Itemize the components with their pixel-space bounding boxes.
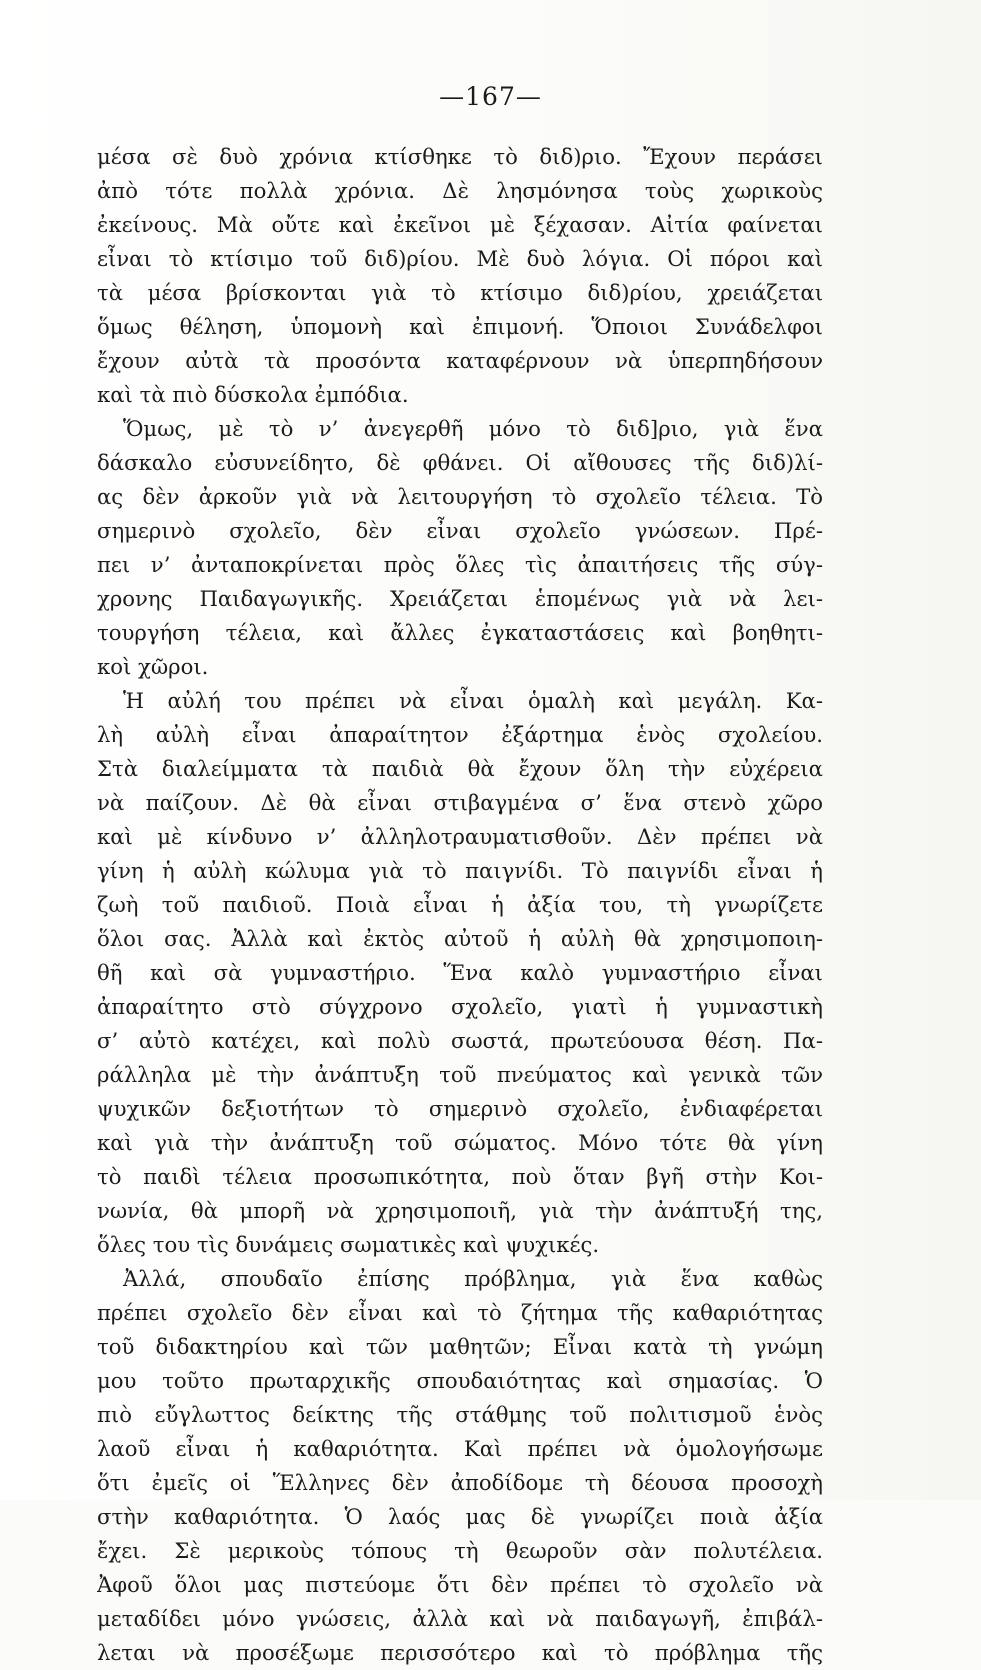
text-line: πει ν’ ἀνταποκρίνεται πρὸς ὅλες τὶς ἀπαιτήσεις τῆς σύγ- [97,552,823,577]
text-line: ζωὴ τοῦ παιδιοῦ. Ποιὰ εἶναι ἡ ἀξία του, τὴ γνωρίζετε [97,892,823,917]
text-line: Ἡ αὐλή του πρέπει νὰ εἶναι ὁμαλὴ καὶ μεγάλη. Κα- [123,688,823,713]
text-line: λεται νὰ προσέξωμε περισσότερο καὶ τὸ πρόβλημα τῆς [97,1640,823,1665]
text-line: ὅλες του τὶς δυνάμεις σωματικὲς καὶ ψυχικές. [97,1232,600,1257]
text-line: Ἀφοῦ ὅλοι μας πιστεύομε ὅτι δὲν πρέπει τὸ σχολεῖο νὰ [97,1572,823,1597]
text-line: καὶ μὲ κίνδυνο ν’ ἀλληλοτραυματισθοῦν. Δὲν πρέπει νὰ [97,824,823,849]
page-number: —167— [439,82,542,111]
text-line: νωνία, θὰ μπορῆ νὰ χρησιμοποιῆ, γιὰ τὴν ἀνάπτυξή της, [97,1198,823,1223]
text-line: τὸ παιδὶ τέλεια προσωπικότητα, ποὺ ὅταν βγῆ στὴν Κοι- [97,1164,823,1189]
text-line: ψυχικῶν δεξιοτήτων τὸ σημερινὸ σχολεῖο, ἐνδιαφέρεται [97,1096,823,1121]
text-line: μεταδίδει μόνο γνώσεις, ἀλλὰ καὶ νὰ παιδαγωγῆ, ἐπιβάλ- [97,1606,823,1631]
text-line: Ὅμως, μὲ τὸ ν’ ἀνεγερθῆ μόνο τὸ διδ]ριο, γιὰ ἕνα [123,416,823,441]
text-line: ἀπὸ τότε πολλὰ χρόνια. Δὲ λησμόνησα τοὺς χωρικοὺς [97,178,823,203]
text-line: σ’ αὐτὸ κατέχει, καὶ πολὺ σωστά, πρωτεύουσα θέση. Πα- [97,1028,823,1053]
text-line: χρονης Παιδαγωγικῆς. Χρειάζεται ἑπομένως γιὰ νὰ λει- [97,586,823,611]
text-line: μου τοῦτο πρωταρχικῆς σπουδαιότητας καὶ σημασίας. Ὁ [97,1368,823,1393]
text-line: θῆ καὶ σὰ γυμναστήριο. Ἕνα καλὸ γυμναστήριο εἶναι [97,960,823,985]
text-line: δάσκαλο εὐσυνείδητο, δὲ φθάνει. Οἱ αἴθουσες τῆς διδ)λί- [97,450,823,475]
text-line: ὅλοι σας. Ἀλλὰ καὶ ἐκτὸς αὐτοῦ ἡ αὐλὴ θὰ χρησιμοποιη- [97,926,823,951]
text-line: ράλληλα μὲ τὴν ἀνάπτυξη τοῦ πνεύματος καὶ γενικὰ τῶν [97,1062,823,1087]
text-line: ας δὲν ἀρκοῦν γιὰ νὰ λειτουργήση τὸ σχολεῖο τέλεια. Τὸ [97,484,823,509]
text-line: Ἀλλά, σπουδαῖο ἐπίσης πρόβλημα, γιὰ ἕνα καθὼς [123,1266,823,1291]
text-line: τουργήση τέλεια, καὶ ἄλλες ἐγκαταστάσεις καὶ βοηθητι- [97,620,823,645]
text-line: ὅτι ἐμεῖς οἱ Ἕλληνες δὲν ἀποδίδομε τὴ δέουσα προσοχὴ [97,1470,823,1495]
text-line: τοῦ διδακτηρίου καὶ τῶν μαθητῶν; Εἶναι κατὰ τὴ γνώμη [97,1334,823,1359]
text-line: καὶ τὰ πιὸ δύσκολα ἐμπόδια. [97,382,409,407]
text-line: τὰ μέσα βρίσκονται γιὰ τὸ κτίσιμο διδ)ρίου, χρειάζεται [97,280,823,305]
text-line: μέσα σὲ δυὸ χρόνια κτίσθηκε τὸ διδ)ριο. Ἔχουν περάσει [97,144,823,169]
text-line: λὴ αὐλὴ εἶναι ἀπαραίτητον ἐξάρτημα ἑνὸς σχολείου. [97,722,823,747]
text-line: ἐκείνους. Μὰ οὔτε καὶ ἐκεῖνοι μὲ ξέχασαν. Αἰτία φαίνεται [97,212,823,237]
text-line: ἀπαραίτητο στὸ σύγχρονο σχολεῖο, γιατὶ ἡ γυμναστικὴ [97,994,823,1019]
text-line: στὴν καθαριότητα. Ὁ λαός μας δὲ γνωρίζει ποιὰ ἀξία [97,1504,823,1529]
text-line: πρέπει σχολεῖο δὲν εἶναι καὶ τὸ ζήτημα τῆς καθαριότητας [97,1300,823,1325]
text-line: ἔχουν αὐτὰ τὰ προσόντα καταφέρνουν νὰ ὑπερπηδήσουν [97,348,823,373]
text-line: πιὸ εὔγλωττος δείκτης τῆς στάθμης τοῦ πολιτισμοῦ ἑνὸς [97,1402,823,1427]
text-line: νὰ παίζουν. Δὲ θὰ εἶναι στιβαγμένα σ’ ἕνα στενὸ χῶρο [97,790,823,815]
text-line: γίνη ἡ αὐλὴ κώλυμα γιὰ τὸ παιγνίδι. Τὸ παιγνίδι εἶναι ἡ [97,858,823,883]
text-line: ὅμως θέληση, ὑπομονὴ καὶ ἐπιμονή. Ὅποιοι Συνάδελφοι [97,314,823,339]
text-line: σημερινὸ σχολεῖο, δὲν εἶναι σχολεῖο γνώσεων. Πρέ- [97,518,823,543]
text-line: εἶναι τὸ κτίσιμο τοῦ διδ)ρίου. Μὲ δυὸ λόγια. Οἱ πόροι καὶ [97,246,823,271]
page-body-text [97,140,823,1670]
text-line: λαοῦ εἶναι ἡ καθαριότητα. Καὶ πρέπει νὰ ὁμολογήσωμε [97,1436,823,1461]
text-line: Στὰ διαλείμματα τὰ παιδιὰ θὰ ἔχουν ὅλη τὴν εὐχέρεια [97,756,823,781]
text-line: κοὶ χῶροι. [97,654,209,679]
text-line: ἔχει. Σὲ μερικοὺς τόπους τὴ θεωροῦν σὰν πολυτέλεια. [97,1538,823,1563]
text-line: καὶ γιὰ τὴν ἀνάπτυξη τοῦ σώματος. Μόνο τότε θὰ γίνη [97,1130,823,1155]
